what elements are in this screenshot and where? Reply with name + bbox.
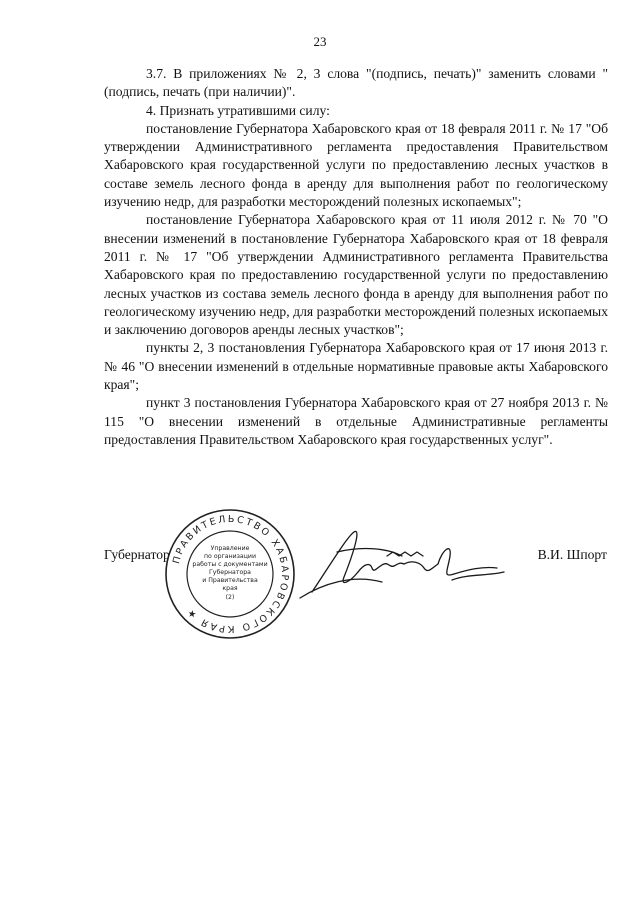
paragraph-4: 4. Признать утратившими силу: [146,102,330,118]
body-text [104,65,608,449]
svg-text:Управление: Управление [210,545,250,552]
paragraph-repeal-4: пункт 3 постановления Губернатора Хабаровского края от 27 ноября 2013 г. № 115 "О внесении изменений в отдельные Административные регламенты предоставления Правительством Хабаровского края государственных услуг". [104,395,608,447]
official-seal [163,507,297,641]
svg-text:и Правительства: и Правительства [202,577,258,584]
svg-text:края: края [222,585,238,592]
paragraph-repeal-3: пункты 2, 3 постановления Губернатора Хабаровского края от 17 июня 2013 г. № 46 "О внесении изменений в отдельные нормативные правовые акты Хабаровского края"; [104,340,608,393]
svg-text:(2): (2) [225,594,235,601]
svg-text:по организации: по организации [204,553,256,560]
signer-name: В.И. Шпорт [537,547,607,562]
svg-text:Губернатора: Губернатора [209,569,251,576]
svg-text:работы с документами: работы с документами [192,561,268,568]
paragraph-repeal-2: постановление Губернатора Хабаровского края от 11 июля 2012 г. № 70 "О внесении изменений в постановление Губернатора Хабаровского края от 18 февраля 2011 г. № 17 "Об утверждении Административного регламента Правительства Хабаровского края по предоставлению государственной услуги по предоставлению лесных участков из состава земель лесного фонда в аренду для выполнения работ по геологическому изучению недр, для разработки месторождений полезных ископаемых и заключению договоров аренды лесных участков"; [104,212,608,338]
signer-position: Губернатор [104,547,170,562]
signature-block [0,500,640,660]
paragraph-repeal-1: постановление Губернатора Хабаровского края от 18 февраля 2011 г. № 17 "Об утверждении Административного регламента предоставления Правительством Хабаровского края государственной услуги по предоставлению лесных участков в составе земель лесного фонда в аренду для выполнения работ по геологическому изучению недр, для разработки месторождений полезных ископаемых"; [104,120,608,210]
svg-text:ПРАВИТЕЛЬСТВО ХАБАРОВСКОГО КРА: ПРАВИТЕЛЬСТВО ХАБАРОВСКОГО КРАЯ ★ [171,513,291,635]
page-number: 23 [313,34,327,49]
handwritten-signature [292,522,522,602]
paragraph-3-7: 3.7. В приложениях № 2, 3 слова "(подпись, печать)" заменить словами "(подпись, печать (при наличии)". [104,66,608,100]
